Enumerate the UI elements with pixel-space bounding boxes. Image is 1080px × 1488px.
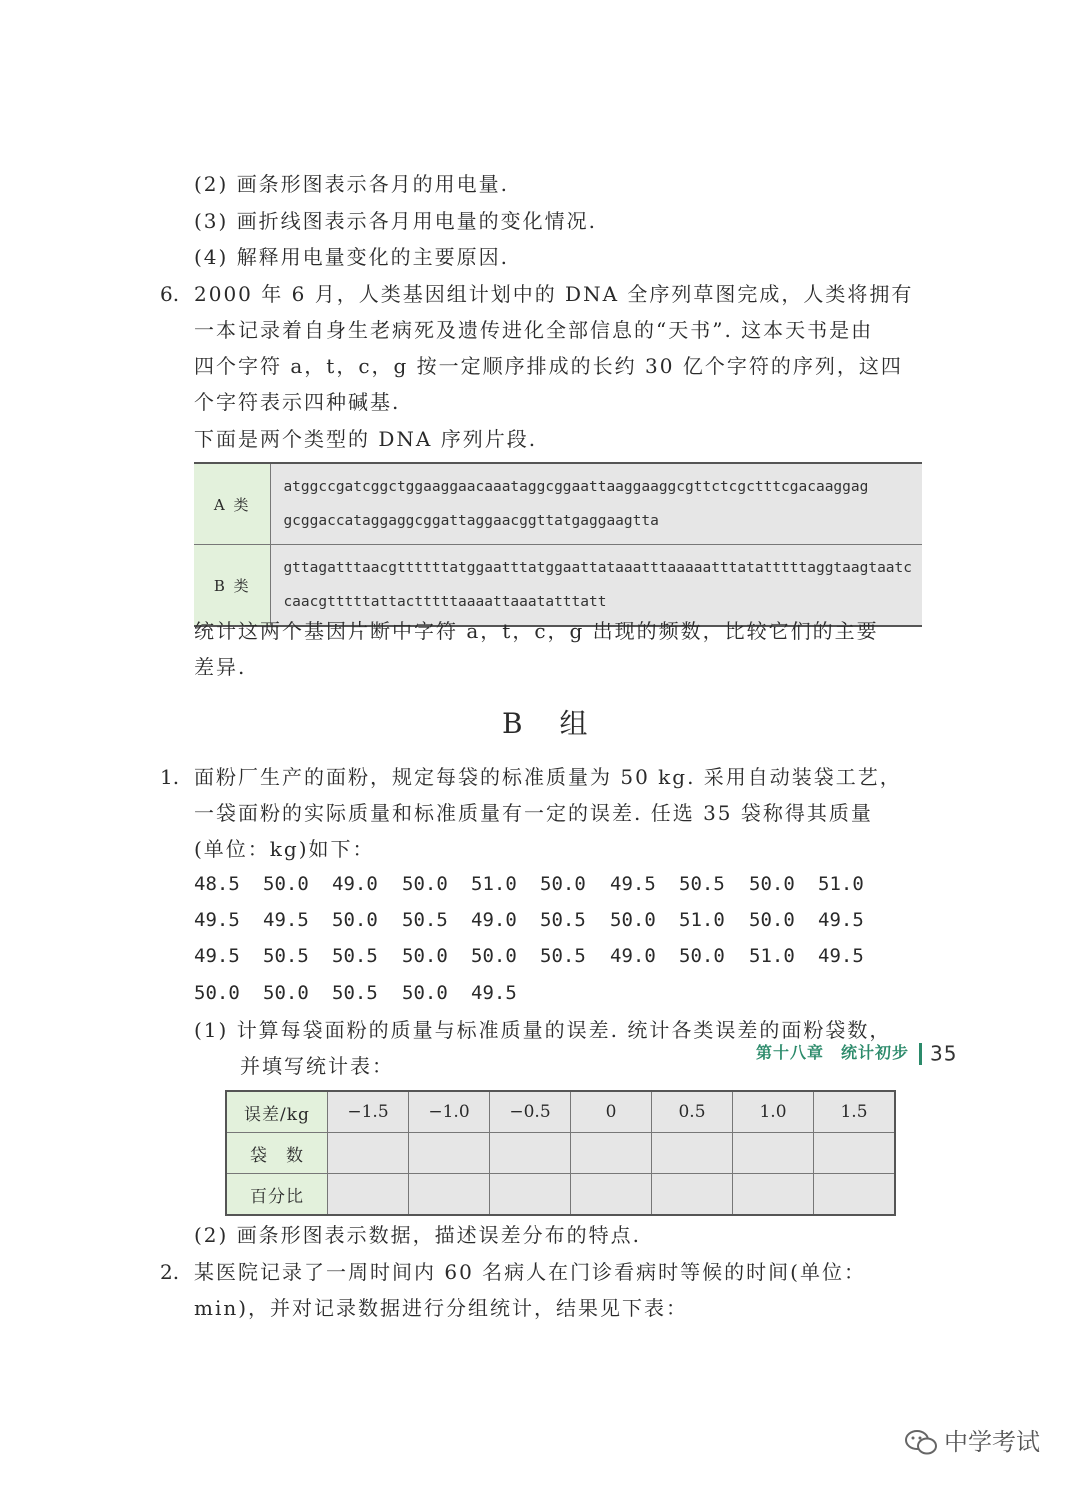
mass-value: 50.5 bbox=[540, 909, 586, 931]
table-row bbox=[194, 463, 922, 545]
mass-value: 50.5 bbox=[263, 945, 309, 967]
question-line: 2000 年 6 月，人类基因组计划中的 DNA 全序列草图完成，人类将拥有 bbox=[194, 282, 914, 306]
mass-value: 51.0 bbox=[679, 909, 725, 931]
error-value-cell: −1.5 bbox=[328, 1091, 409, 1133]
page-footer bbox=[756, 1040, 957, 1066]
empty-cell bbox=[733, 1174, 814, 1216]
section-title: B 组 bbox=[502, 707, 602, 740]
empty-cell bbox=[652, 1174, 733, 1216]
empty-cell bbox=[733, 1133, 814, 1174]
sub-question-line: (1) 计算每袋面粉的质量与标准质量的误差. 统计各类误差的面粉袋数， bbox=[194, 1018, 892, 1042]
question-line: (3) 画折线图表示各月用电量的变化情况. bbox=[194, 209, 598, 233]
mass-value: 50.0 bbox=[402, 873, 448, 895]
empty-cell bbox=[490, 1174, 571, 1216]
mass-value: 50.0 bbox=[540, 873, 586, 895]
watermark bbox=[904, 1422, 1040, 1457]
table-row bbox=[226, 1174, 895, 1216]
error-value-cell: −0.5 bbox=[490, 1091, 571, 1133]
dna-type-label: B 类 bbox=[194, 545, 271, 627]
error-value-cell: 1.0 bbox=[733, 1091, 814, 1133]
question-line: min)，并对记录数据进行分组统计，结果见下表： bbox=[194, 1296, 689, 1320]
mass-value: 49.5 bbox=[194, 945, 240, 967]
mass-value: 49.0 bbox=[332, 873, 378, 895]
empty-cell bbox=[409, 1133, 490, 1174]
table-row bbox=[194, 545, 922, 627]
mass-value: 50.5 bbox=[540, 945, 586, 967]
footer-divider bbox=[919, 1043, 922, 1065]
mass-value: 50.5 bbox=[402, 909, 448, 931]
question-line: 差异. bbox=[194, 655, 247, 679]
mass-value: 50.0 bbox=[263, 982, 309, 1004]
question-line: 一袋面粉的实际质量和标准质量有一定的误差. 任选 35 袋称得其质量 bbox=[194, 801, 873, 825]
question-line: (单位：kg)如下： bbox=[194, 837, 375, 861]
mass-value: 50.0 bbox=[263, 873, 309, 895]
mass-value: 51.0 bbox=[749, 945, 795, 967]
mass-value: 49.0 bbox=[610, 945, 656, 967]
empty-cell bbox=[571, 1133, 652, 1174]
dna-sequence-cell bbox=[271, 545, 922, 627]
question-number: 2. bbox=[160, 1260, 180, 1284]
dna-type-label: A 类 bbox=[194, 463, 271, 545]
sub-question-line: (2) 画条形图表示数据，描述误差分布的特点. bbox=[194, 1223, 642, 1247]
error-value-cell: 1.5 bbox=[814, 1091, 896, 1133]
mass-value: 49.5 bbox=[471, 982, 517, 1004]
chapter-label: 第十八章 统计初步 bbox=[756, 1043, 910, 1062]
mass-value: 50.0 bbox=[402, 982, 448, 1004]
empty-cell bbox=[571, 1174, 652, 1216]
mass-value: 49.5 bbox=[818, 909, 864, 931]
dna-sequence-line: atggccgatcggctggaaggaacaaataggcggaattaaggaaggcgttctcgctttcgacaaggag bbox=[283, 479, 869, 495]
mass-value: 50.5 bbox=[332, 982, 378, 1004]
header-cell: 误差/kg bbox=[226, 1091, 328, 1133]
mass-value: 50.0 bbox=[749, 873, 795, 895]
wechat-icon bbox=[904, 1429, 938, 1457]
question-number: 6. bbox=[160, 282, 180, 306]
dna-sequence-line: caacgtttttattactttttaaaattaaatatttatt bbox=[283, 594, 607, 610]
empty-cell bbox=[652, 1133, 733, 1174]
empty-cell bbox=[814, 1133, 896, 1174]
question-line: (2) 画条形图表示各月的用电量. bbox=[194, 172, 510, 196]
question-line: (4) 解释用电量变化的主要原因. bbox=[194, 245, 510, 269]
mass-value: 49.5 bbox=[818, 945, 864, 967]
table-row bbox=[226, 1091, 895, 1133]
header-cell: 袋 数 bbox=[226, 1133, 328, 1174]
empty-cell bbox=[409, 1174, 490, 1216]
mass-value: 50.0 bbox=[402, 945, 448, 967]
error-stat-table bbox=[225, 1090, 896, 1216]
page-number: 35 bbox=[930, 1041, 958, 1066]
dna-sequence-table bbox=[194, 462, 922, 627]
mass-value: 51.0 bbox=[818, 873, 864, 895]
empty-cell bbox=[490, 1133, 571, 1174]
question-line: 一本记录着自身生老病死及遗传进化全部信息的“天书”. 这本天书是由 bbox=[194, 318, 874, 342]
dna-sequence-cell bbox=[271, 463, 922, 545]
question-line: 面粉厂生产的面粉，规定每袋的标准质量为 50 kg. 采用自动装袋工艺， bbox=[194, 765, 902, 789]
dna-sequence-line: gttagatttaacgttttttatggaatttatggaattataaatttaaaaatttatatttttaggtaagtaatc bbox=[283, 560, 912, 576]
question-line: 四个字符 a，t，c，g 按一定顺序排成的长约 30 亿个字符的序列，这四 bbox=[194, 354, 903, 378]
empty-cell bbox=[328, 1174, 409, 1216]
mass-value: 50.0 bbox=[194, 982, 240, 1004]
question-number: 1. bbox=[160, 765, 180, 789]
mass-value: 50.0 bbox=[679, 945, 725, 967]
question-line: 某医院记录了一周时间内 60 名病人在门诊看病时等候的时间(单位： bbox=[194, 1260, 866, 1284]
header-cell: 百分比 bbox=[226, 1174, 328, 1216]
mass-value: 50.5 bbox=[679, 873, 725, 895]
question-line: 统计这两个基因片断中字符 a，t，c，g 出现的频数，比较它们的主要 bbox=[194, 619, 879, 643]
mass-value: 49.5 bbox=[194, 909, 240, 931]
mass-value: 50.5 bbox=[332, 945, 378, 967]
mass-value: 49.5 bbox=[263, 909, 309, 931]
question-line: 个字符表示四种碱基. bbox=[194, 390, 401, 414]
mass-value: 50.0 bbox=[332, 909, 378, 931]
error-value-cell: 0.5 bbox=[652, 1091, 733, 1133]
dna-sequence-line: gcggaccataggaggcggattaggaacggttatgaggaagtta bbox=[283, 513, 659, 529]
empty-cell bbox=[328, 1133, 409, 1174]
empty-cell bbox=[814, 1174, 896, 1216]
mass-value: 49.0 bbox=[471, 909, 517, 931]
error-value-cell: −1.0 bbox=[409, 1091, 490, 1133]
sub-question-line: 并填写统计表： bbox=[240, 1054, 394, 1078]
mass-value: 51.0 bbox=[471, 873, 517, 895]
mass-value: 50.0 bbox=[610, 909, 656, 931]
mass-value: 50.0 bbox=[749, 909, 795, 931]
table-row bbox=[226, 1133, 895, 1174]
error-value-cell: 0 bbox=[571, 1091, 652, 1133]
mass-value: 49.5 bbox=[610, 873, 656, 895]
question-line: 下面是两个类型的 DNA 序列片段. bbox=[194, 427, 538, 451]
watermark-text: 中学考试 bbox=[944, 1428, 1040, 1456]
mass-value: 48.5 bbox=[194, 873, 240, 895]
mass-value: 50.0 bbox=[471, 945, 517, 967]
